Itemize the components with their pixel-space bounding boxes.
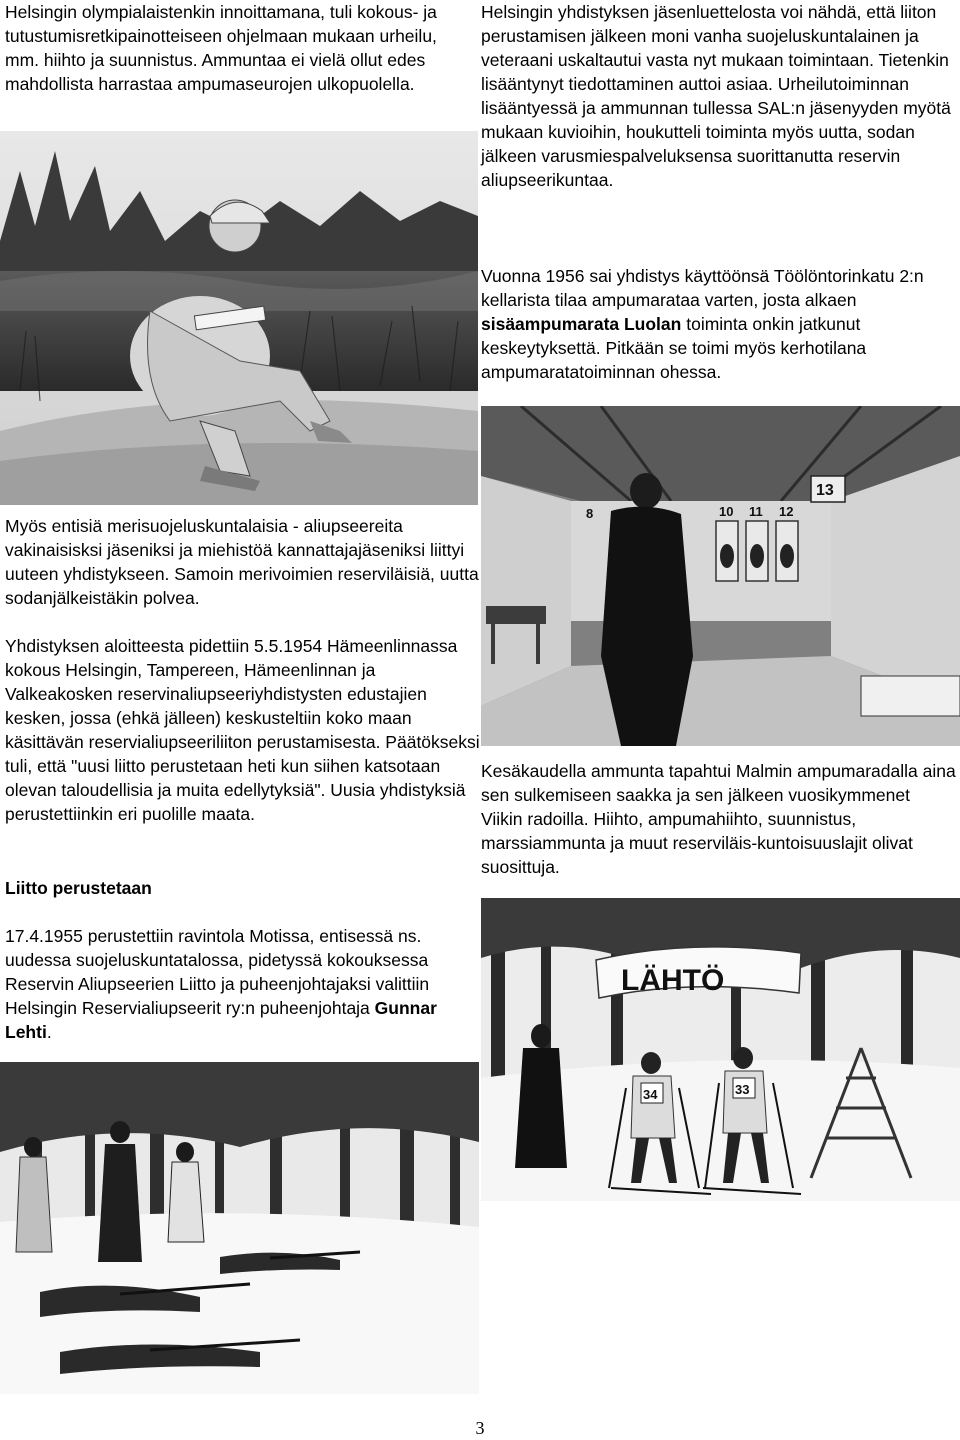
photo-prone-shooters: [0, 1062, 479, 1394]
range-text-before: Vuonna 1956 sai yhdistys käyttöönsä Töölöntorinkatu 2:n kellarista tilaa ampumarataa varten, josta alkaen: [481, 266, 924, 310]
target-number-11: 11: [749, 504, 763, 519]
chairman-name-bold: Gunnar Lehti: [5, 998, 437, 1042]
range-text-after: toiminta onkin jatkunut keskeytyksettä. Pitkään se toimi myös kerhotilana ampumaratatoiminnan ohessa.: [481, 314, 867, 382]
intro-right-paragraph: Helsingin yhdistyksen jäsenluettelosta voi nähdä, että liiton perustamisen jälkeen moni vanha suojeluskuntalainen ja veteraani uskaltautui vasta nyt mukaan toimintaan. Tietenkin lisääntynyt tiedottaminen auttoi asiaa. Urheilutoiminnan lisääntyessä ja ammunnan tullessa SAL:n jäsenyyden myötä mukaan kuvioihin, houkutteli toiminta myös uutta, sodan jälkeen varusmiespalveluksensa suorittanutta reservin aliupseerikuntaa.: [481, 2, 951, 190]
banner-text: LÄHTÖ: [621, 964, 725, 997]
founding-text-before: 17.4.1955 perustettiin ravintola Motissa, entisessä ns. uudessa suojeluskuntatalossa, pidetyssä kokouksessa Reservin Aliupseerien Liitto ja puheenjohtajaksi valittiin Helsingin Reservialiupseerit ry:n puheenjohtaja: [5, 926, 430, 1018]
bib-34: 34: [643, 1087, 658, 1102]
founding-text-after: .: [46, 1022, 52, 1042]
photo-indoor-range: [481, 406, 960, 746]
target-number-12: 12: [779, 504, 794, 519]
summer-paragraph: Kesäkaudella ammunta tapahtui Malmin ampumaradalla aina sen sulkemiseen saakka ja sen jälkeen vuosikymmenet Viikin radoilla. Hiihto, ampumahiihto, suunnistus, marssiammunta ja muut reserviläis-kuntoisuuslajit olivat suosittuja.: [481, 761, 956, 877]
meeting-paragraph: Yhdistyksen aloitteesta pidettiin 5.5.1954 Hämeenlinnassa kokous Helsingin, Tampereen, Hämeenlinnan ja Valkeakosken reservinaliupseeriyhdistysten edustajien kesken, jossa (ehkä jälleen) keskusteltiin koko maan käsittävän reservialiupseeriliiton perustamisesta. Päätökseksi tuli, että "uusi liitto perustetaan heti kun siihen katsotaan olevan taloudellisia ja muita edellytyksiä". Uusia yhdistyksiä perustettiinkin eri puolille maata.: [5, 636, 480, 824]
photo-ski-start: [481, 898, 960, 1201]
target-number-10: 10: [719, 504, 734, 519]
former-members-paragraph: Myös entisiä merisuojeluskuntalaisia - aliupseereita vakinaisisksi jäseniksi ja miehistöä kannattajajäseniksi liittyi uuteen yhdistykseen. Samoin merivoimien reserviläisiä, uutta sodanjälkeistäkin polvea.: [5, 516, 479, 608]
range-paragraph: [481, 264, 956, 384]
target-number-8: 8: [586, 506, 594, 521]
founding-heading: Liitto perustetaan: [5, 878, 152, 898]
range-name-bold: sisäampumarata Luolan: [481, 314, 682, 334]
photo-man-writing: [0, 131, 478, 505]
page-number: 3: [475, 1418, 485, 1438]
intro-left-paragraph: Helsingin olympialaistenkin innoittamana, tuli kokous- ja tutustumisretkipainotteiseen ohjelmaan mukaan urheilu, mm. hiihto ja suunnistus. Ammuntaa ei vielä ollut edes mahdollista harrastaa ampumaseurojen ulkopuolella.: [5, 2, 437, 94]
founding-paragraph: [5, 924, 475, 1044]
bib-33: 33: [735, 1082, 750, 1097]
target-number-13: 13: [816, 482, 834, 499]
